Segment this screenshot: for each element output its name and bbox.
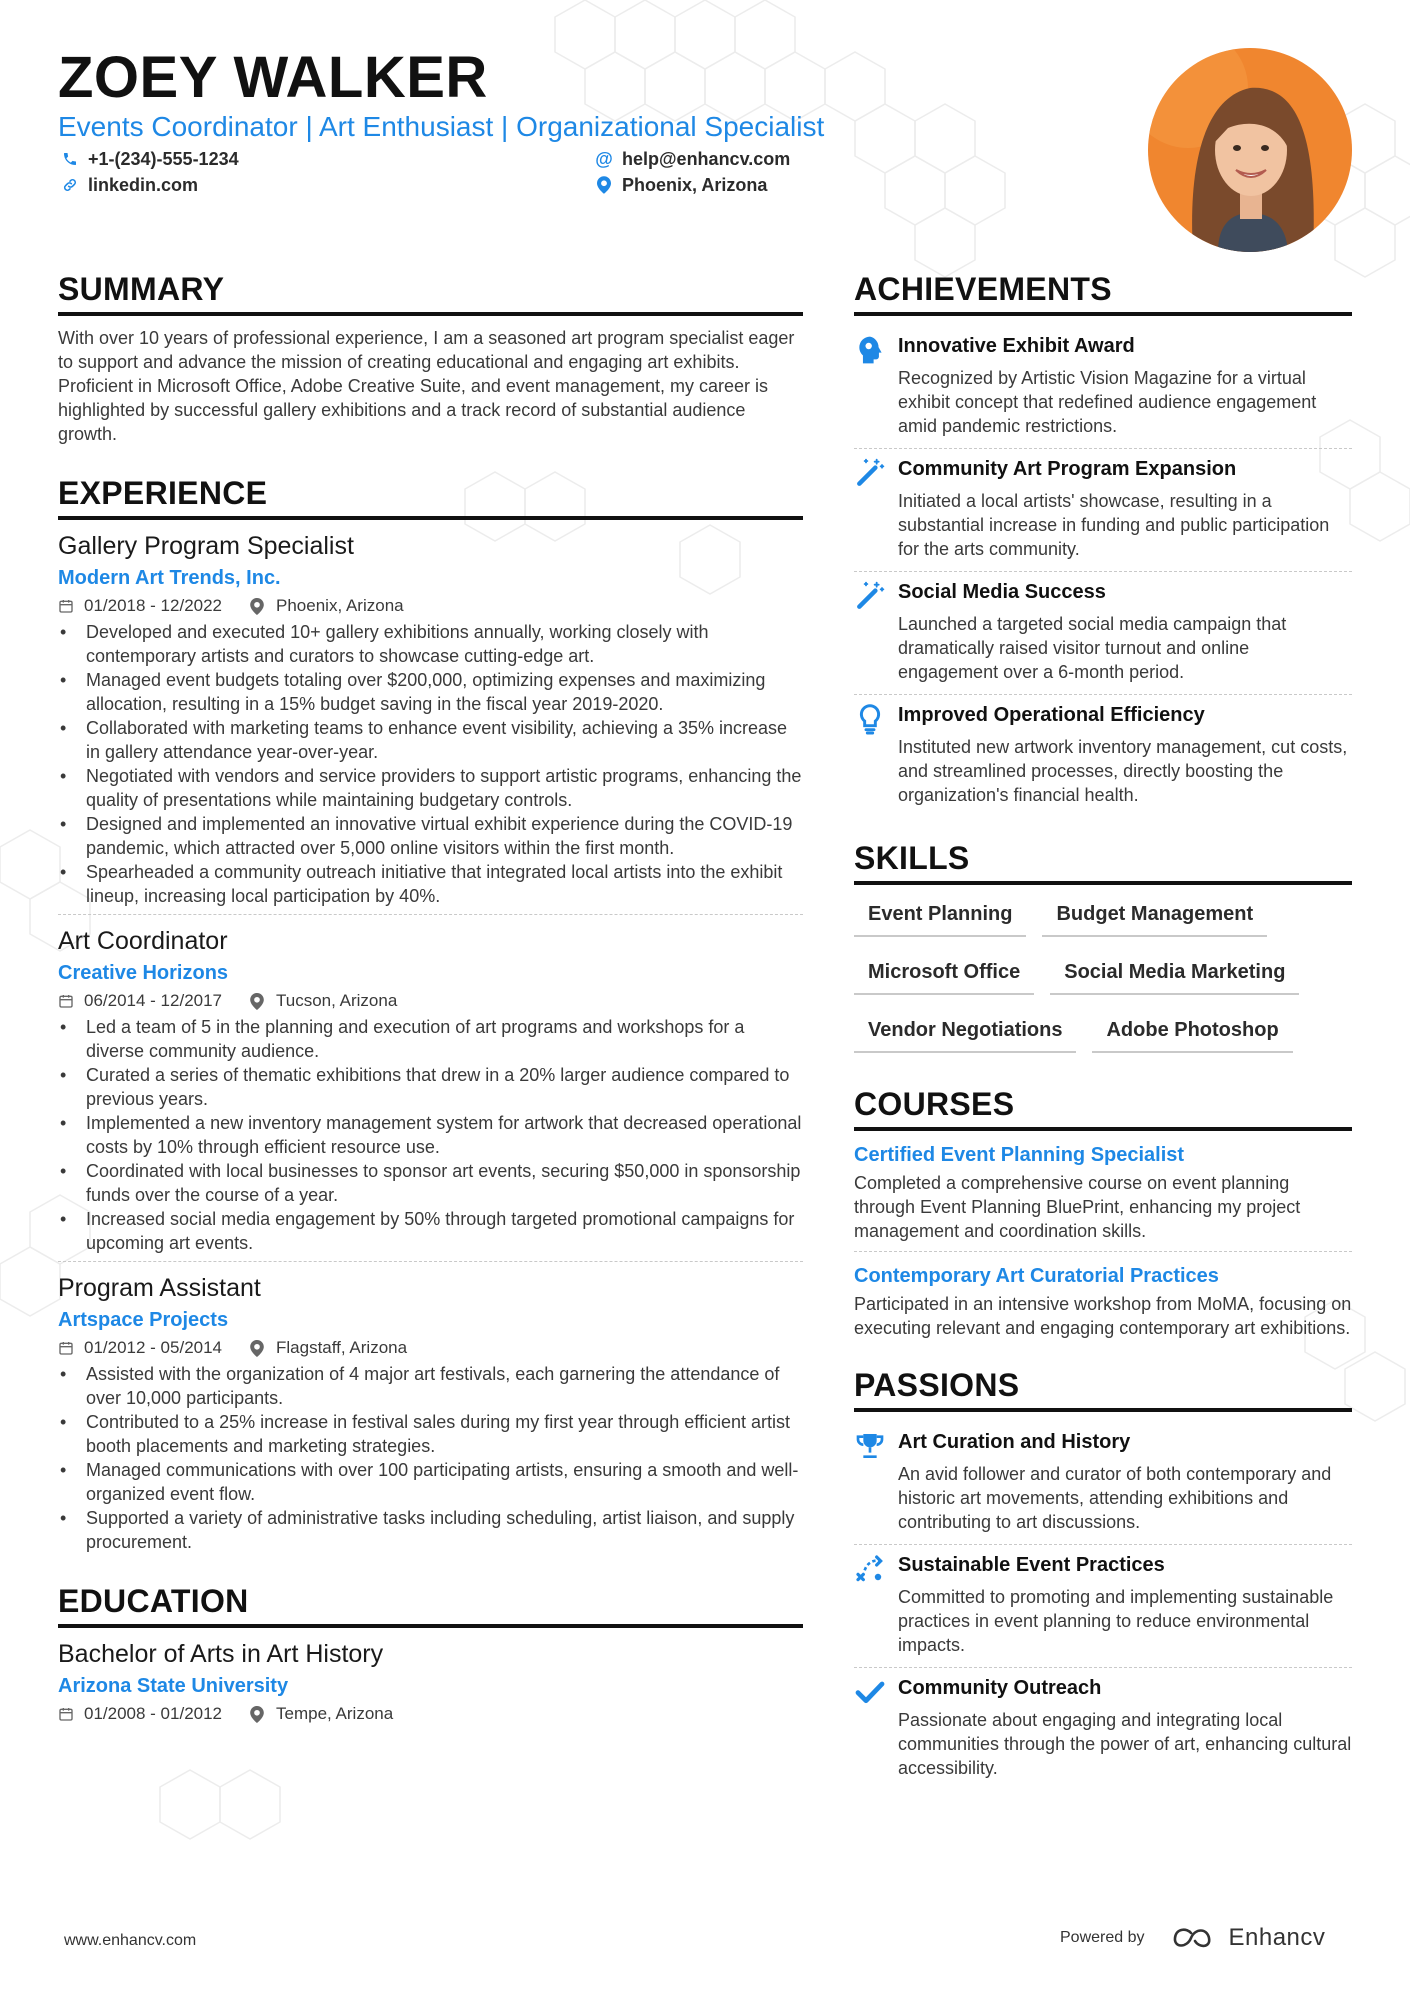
calendar-icon xyxy=(58,597,76,615)
passion-text: An avid follower and curator of both contemporary and historic art movements, attending exhibitions and contributing to art discussions. xyxy=(898,1464,1332,1532)
course-text: Participated in an intensive workshop from MoMA, focusing on executing relevant and engaging contemporary art exhibitions. xyxy=(854,1294,1352,1338)
brain-head-icon xyxy=(854,332,898,438)
list-item: • Supported a variety of administrative tasks including scheduling, artist liaison, and supply procurement. xyxy=(58,1506,803,1554)
job-bullets xyxy=(58,620,803,908)
skill-tag: Vendor Negotiations xyxy=(854,1011,1076,1053)
phone-icon xyxy=(60,149,80,169)
course-item xyxy=(854,1262,1352,1348)
skills-list xyxy=(854,895,1352,1069)
magic-wand-icon xyxy=(854,455,898,561)
candidate-name: ZOEY WALKER xyxy=(58,45,488,110)
experience-entry xyxy=(58,925,803,1262)
job-location: Phoenix, Arizona xyxy=(276,596,404,615)
achievement-text: Launched a targeted social media campaign that dramatically raised visitor turnout and online engagement over a 6-month period. xyxy=(898,614,1287,682)
summary-text: With over 10 years of professional experience, I am a seasoned art program specialist eager to support and advance the mission of creating educational and engaging art exhibits. Proficient in Microsoft Office, Adobe Creative Suite, and event management, my career is highlighted by successful gallery exhibitions and a track record of substantial audience growth. xyxy=(58,328,795,444)
list-item: • Collaborated with marketing teams to enhance event visibility, achieving a 35% increase in gallery attendance year-over-year. xyxy=(58,716,803,764)
achievement-title: Innovative Exhibit Award xyxy=(898,335,1135,357)
trophy-icon xyxy=(854,1428,898,1534)
education-location: Tempe, Arizona xyxy=(276,1704,394,1723)
passion-title: Sustainable Event Practices xyxy=(898,1554,1165,1576)
location-pin-icon xyxy=(250,597,268,615)
job-dates: 06/2014 - 12/2017 xyxy=(84,991,223,1010)
list-item: • Spearheaded a community outreach initiative that integrated local artists into the exhibit lineup, increasing local participation by 40%. xyxy=(58,860,803,908)
at-sign-icon: @ xyxy=(595,149,613,169)
experience-entry xyxy=(58,1272,803,1560)
right-column xyxy=(854,270,1352,1790)
profile-photo xyxy=(1148,48,1352,252)
location-pin-icon xyxy=(594,175,614,195)
achievement-item xyxy=(854,572,1352,695)
courses-section xyxy=(854,1085,1352,1348)
experience-section xyxy=(58,474,803,1560)
company-name: Creative Horizons xyxy=(58,962,229,984)
achievements-heading: ACHIEVEMENTS xyxy=(854,270,1352,316)
experience-entry xyxy=(58,530,803,915)
lightbulb-icon xyxy=(854,701,898,807)
skills-section xyxy=(854,839,1352,1069)
passions-heading: PASSIONS xyxy=(854,1366,1352,1412)
phone-text: +1-(234)-555-1234 xyxy=(88,149,239,169)
skills-heading: SKILLS xyxy=(854,839,1352,885)
job-meta xyxy=(58,989,803,1013)
education-section xyxy=(58,1582,803,1726)
footer-branding xyxy=(1060,1924,1325,1952)
achievement-title: Improved Operational Efficiency xyxy=(898,704,1205,726)
calendar-icon xyxy=(58,1339,76,1357)
passion-text: Passionate about engaging and integrating local communities through the power of art, enhancing cultural accessibility. xyxy=(898,1710,1352,1778)
job-location: Tucson, Arizona xyxy=(276,991,398,1010)
course-title: Contemporary Art Curatorial Practices xyxy=(854,1265,1219,1287)
enhancv-logo-icon xyxy=(1171,1927,1217,1949)
job-meta xyxy=(58,594,803,618)
location-pin-icon xyxy=(250,992,268,1010)
list-item: • Curated a series of thematic exhibitions that drew in a 20% larger audience compared to previous years. xyxy=(58,1063,803,1111)
skill-tag: Budget Management xyxy=(1042,895,1267,937)
achievement-item xyxy=(854,449,1352,572)
job-title: Gallery Program Specialist xyxy=(58,532,354,560)
job-dates: 01/2012 - 05/2014 xyxy=(84,1338,223,1357)
list-item: • Managed communications with over 100 participating artists, ensuring a smooth and well-organized event flow. xyxy=(58,1458,803,1506)
skill-tag: Event Planning xyxy=(854,895,1026,937)
passion-text: Committed to promoting and implementing sustainable practices in event planning to reduce environmental impacts. xyxy=(898,1587,1334,1655)
summary-section xyxy=(58,270,803,446)
job-bullets xyxy=(58,1015,803,1255)
contact-linkedin[interactable] xyxy=(60,174,198,196)
achievement-title: Social Media Success xyxy=(898,581,1106,603)
experience-heading: EXPERIENCE xyxy=(58,474,803,520)
location-pin-icon xyxy=(250,1705,268,1723)
achievement-text: Recognized by Artistic Vision Magazine for a virtual exhibit concept that redefined audience engagement amid pandemic restrictions. xyxy=(898,368,1317,436)
achievements-section xyxy=(854,270,1352,817)
list-item: • Implemented a new inventory management system for artwork that decreased operational costs by 10% through efficient resource use. xyxy=(58,1111,803,1159)
passion-title: Community Outreach xyxy=(898,1677,1102,1699)
magic-wand-icon xyxy=(854,578,898,684)
list-item: • Assisted with the organization of 4 major art festivals, each garnering the attendance of over 10,000 participants. xyxy=(58,1362,803,1410)
list-item: • Contributed to a 25% increase in festival sales during my first year through efficient artist booth placements and marketing strategies. xyxy=(58,1410,803,1458)
skill-tag: Microsoft Office xyxy=(854,953,1034,995)
list-item: • Managed event budgets totaling over $200,000, optimizing expenses and maximizing allocation, resulting in a 15% budget saving in the fiscal year 2019-2020. xyxy=(58,668,803,716)
powered-by-label: Powered by xyxy=(1060,1929,1145,1946)
job-meta xyxy=(58,1336,803,1360)
job-title: Program Assistant xyxy=(58,1274,261,1302)
skill-tag: Adobe Photoshop xyxy=(1092,1011,1292,1053)
course-text: Completed a comprehensive course on event planning through Event Planning BluePrint, enhancing my project management and coordination skills. xyxy=(854,1173,1301,1241)
school-name: Arizona State University xyxy=(58,1675,289,1697)
list-item: • Designed and implemented an innovative virtual exhibit experience during the COVID-19 pandemic, which attracted over 5,000 online visitors within the first month. xyxy=(58,812,803,860)
education-heading: EDUCATION xyxy=(58,1582,803,1628)
course-item xyxy=(854,1141,1352,1252)
summary-heading: SUMMARY xyxy=(58,270,803,316)
job-dates: 01/2018 - 12/2022 xyxy=(84,596,223,615)
job-bullets xyxy=(58,1362,803,1554)
job-title: Art Coordinator xyxy=(58,927,228,955)
list-item: • Negotiated with vendors and service providers to support artistic programs, enhancing the quality of presentations while maintaining budgetary controls. xyxy=(58,764,803,812)
passion-title: Art Curation and History xyxy=(898,1431,1131,1453)
achievement-title: Community Art Program Expansion xyxy=(898,458,1237,480)
contact-email[interactable] xyxy=(594,148,790,170)
linkedin-text: linkedin.com xyxy=(88,175,199,195)
passion-item xyxy=(854,1422,1352,1545)
footer-website-link[interactable]: www.enhancv.com xyxy=(64,1932,197,1949)
enhancv-brand-name: Enhancv xyxy=(1228,1924,1326,1951)
passion-item xyxy=(854,1668,1352,1790)
strategy-icon xyxy=(854,1551,898,1657)
location-text: Phoenix, Arizona xyxy=(622,175,768,195)
achievement-item xyxy=(854,695,1352,817)
candidate-tagline: Events Coordinator | Art Enthusiast | Organizational Specialist xyxy=(58,111,825,142)
skill-tag: Social Media Marketing xyxy=(1050,953,1299,995)
passions-section xyxy=(854,1366,1352,1790)
calendar-icon xyxy=(58,1705,76,1723)
passion-item xyxy=(854,1545,1352,1668)
list-item: • Coordinated with local businesses to sponsor art events, securing $50,000 in sponsorship funds over the course of a year. xyxy=(58,1159,803,1207)
achievement-text: Instituted new artwork inventory management, cut costs, and streamlined processes, directly boosting the organization's financial health. xyxy=(898,737,1348,805)
contact-phone[interactable] xyxy=(60,148,239,170)
education-dates: 01/2008 - 01/2012 xyxy=(84,1704,223,1723)
course-title: Certified Event Planning Specialist xyxy=(854,1144,1185,1166)
achievement-item xyxy=(854,326,1352,449)
link-icon xyxy=(60,175,80,195)
list-item: • Increased social media engagement by 50% through targeted promotional campaigns for upcoming art events. xyxy=(58,1207,803,1255)
achievement-text: Initiated a local artists' showcase, resulting in a substantial increase in funding and public participation for the arts community. xyxy=(898,491,1330,559)
company-name: Modern Art Trends, Inc. xyxy=(58,567,281,589)
checkmark-icon xyxy=(854,1674,898,1780)
contact-location xyxy=(594,174,767,196)
location-pin-icon xyxy=(250,1339,268,1357)
job-location: Flagstaff, Arizona xyxy=(276,1338,408,1357)
company-name: Artspace Projects xyxy=(58,1309,229,1331)
calendar-icon xyxy=(58,992,76,1010)
email-text: help@enhancv.com xyxy=(622,149,791,169)
list-item: • Developed and executed 10+ gallery exhibitions annually, working closely with contemporary artists and curators to showcase cutting-edge art. xyxy=(58,620,803,668)
list-item: • Led a team of 5 in the planning and execution of art programs and workshops for a diverse community audience. xyxy=(58,1015,803,1063)
degree-title: Bachelor of Arts in Art History xyxy=(58,1640,384,1668)
education-meta xyxy=(58,1702,803,1726)
courses-heading: COURSES xyxy=(854,1085,1352,1131)
left-column xyxy=(58,270,803,1726)
